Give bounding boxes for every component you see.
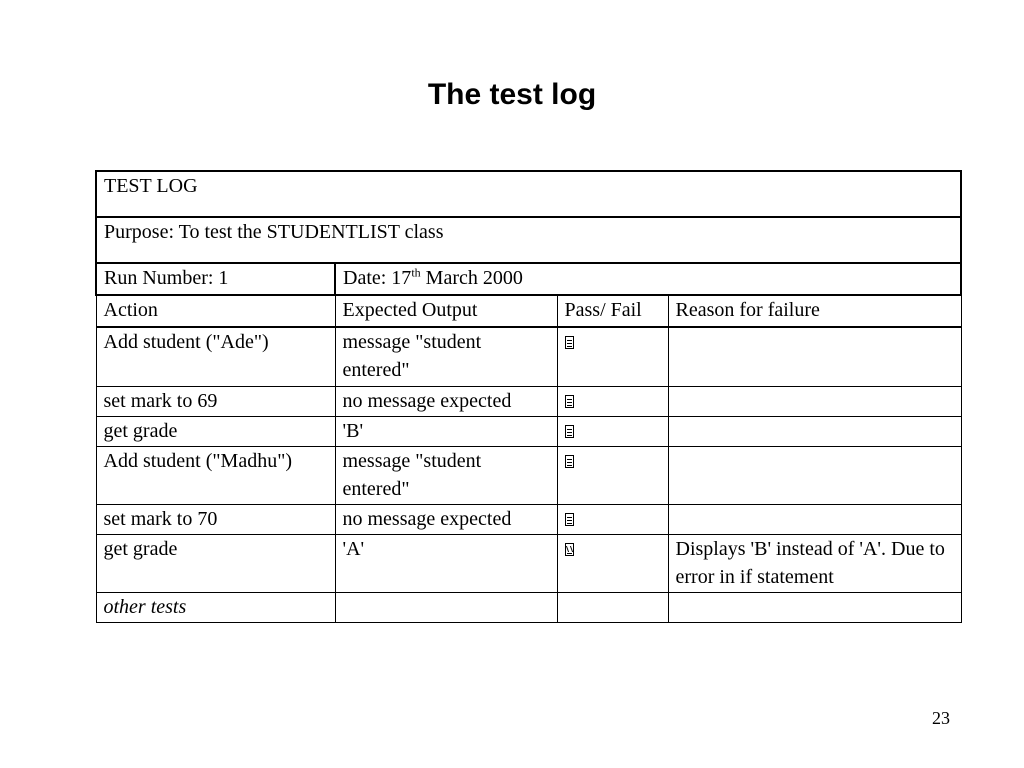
pass-fail-cell [557,327,668,386]
table-row [96,386,961,416]
column-header-reason: Reason for failure [668,295,961,327]
table-row [96,446,961,504]
action-cell: other tests [96,592,335,622]
pass-fail-cell [557,592,668,622]
reason-cell [668,592,961,622]
pass-fail-cell [557,446,668,504]
expected-output-cell: 'A' [335,534,557,592]
table-row [96,534,961,592]
purpose-text: Purpose: To test the STUDENTLIST class [96,217,961,263]
reason-cell [668,446,961,504]
action-cell: get grade [96,534,335,592]
table-row [96,416,961,446]
pass-mark-icon [565,425,574,438]
pass-fail-cell [557,386,668,416]
column-header-action: Action [96,295,335,327]
reason-cell: Displays 'B' instead of 'A'. Due to error in if statement [668,534,961,592]
expected-output-cell: message "student entered" [335,446,557,504]
column-header-expected-output: Expected Output [335,295,557,327]
test-log-table [95,170,962,623]
pass-mark-icon [565,395,574,408]
fail-mark-icon [565,543,574,556]
slide-title: The test log [427,78,597,111]
reason-cell [668,386,961,416]
run-date [335,263,961,295]
action-cell: get grade [96,416,335,446]
action-cell: set mark to 70 [96,504,335,534]
reason-cell [668,416,961,446]
table-row [96,504,961,534]
reason-cell [668,327,961,386]
pass-mark-icon [565,513,574,526]
test-log-header-row [96,171,961,217]
date-suffix: March 2000 [420,267,523,289]
run-number: Run Number: 1 [96,263,335,295]
table-row [96,592,961,622]
date-ordinal: th [411,265,421,280]
table-row [96,327,961,386]
action-cell: Add student ("Ade") [96,327,335,386]
expected-output-cell: no message expected [335,386,557,416]
reason-cell [668,504,961,534]
expected-output-cell [335,592,557,622]
page-number: 23 [932,708,950,728]
column-header-row [96,295,961,327]
purpose-row [96,217,961,263]
action-cell: set mark to 69 [96,386,335,416]
pass-mark-icon [565,336,574,349]
expected-output-cell: message "student entered" [335,327,557,386]
test-log-header: TEST LOG [96,171,961,217]
column-header-pass-fail: Pass/ Fail [557,295,668,327]
expected-output-cell: 'B' [335,416,557,446]
expected-output-cell: no message expected [335,504,557,534]
pass-fail-cell [557,534,668,592]
pass-fail-cell [557,504,668,534]
pass-fail-cell [557,416,668,446]
action-cell: Add student ("Madhu") [96,446,335,504]
pass-mark-icon [565,455,574,468]
run-info-row [96,263,961,295]
date-prefix: Date: 17 [343,267,412,289]
